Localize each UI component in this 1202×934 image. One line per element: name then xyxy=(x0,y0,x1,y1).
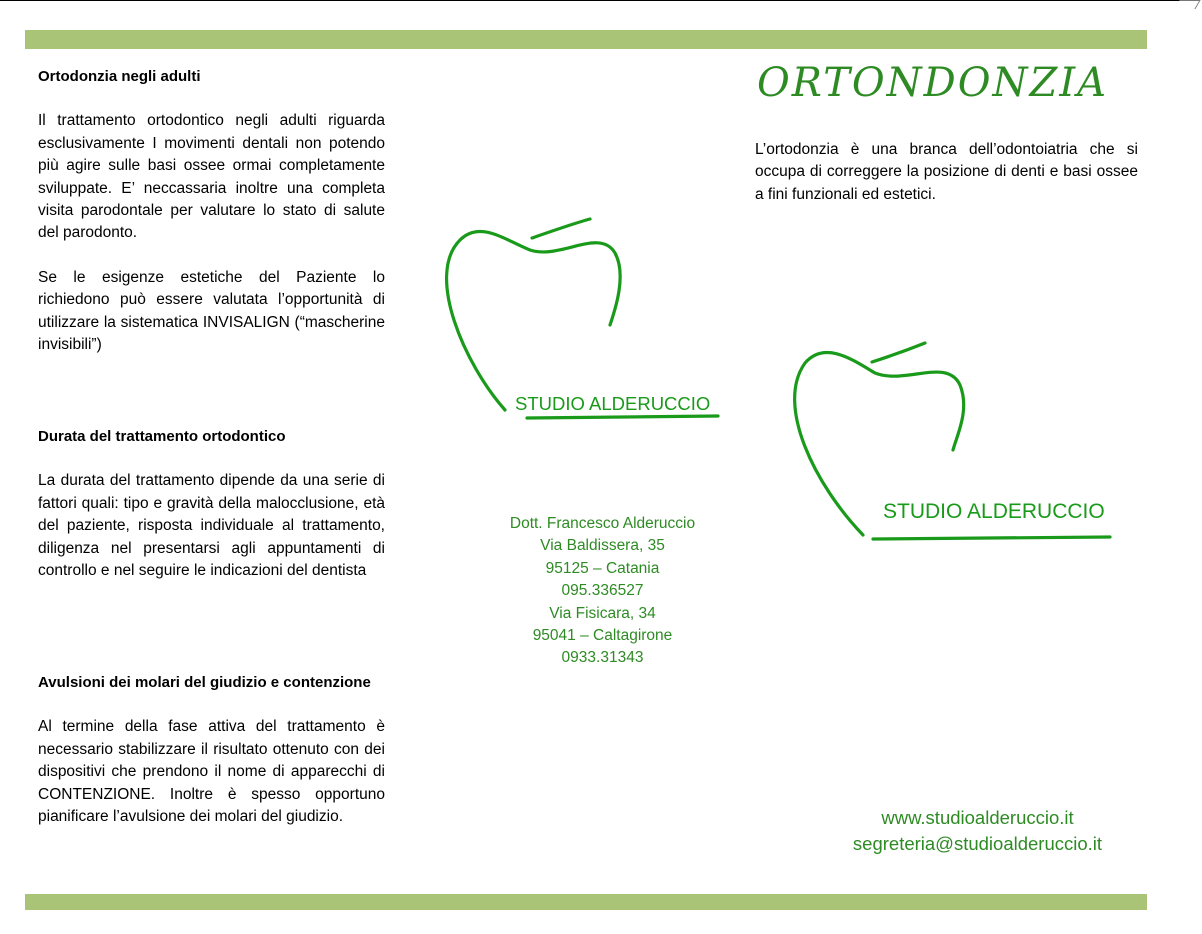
page-corner-mark xyxy=(1174,0,1200,9)
section-heading: Durata del trattamento ortodontico xyxy=(38,428,286,445)
top-green-band xyxy=(25,30,1147,49)
intro-paragraph: L’ortodonzia è una branca dell’odontoiatria che si occupa di correggere la posizione di denti e basi ossee a fini funzionali ed estetici. xyxy=(755,141,1138,203)
address-caltagirone: Via Fisicara, 34 xyxy=(549,604,656,622)
section-adult-orthodontics xyxy=(38,66,385,356)
section-heading: Avulsioni dei molari del giudizio e contenzione xyxy=(38,674,371,691)
email-link[interactable]: segreteria@studioalderuccio.it xyxy=(852,833,1103,854)
paragraph: Il trattamento ortodontico negli adulti riguarda esclusivamente I movimenti dentali non potendo più agire sulle basi ossee ormai completamente sviluppate. E’ neccassaria inoltre una completa visita parodontale per valutare lo stato di salute del parodonto. xyxy=(38,112,385,242)
section-heading: Ortodonzia negli adulti xyxy=(38,68,201,85)
brochure-title: ORTONDONZIA xyxy=(757,60,1109,106)
web-contacts xyxy=(820,805,1135,857)
bottom-green-band xyxy=(25,894,1147,910)
website-link[interactable]: www.studioalderuccio.it xyxy=(881,807,1074,828)
paragraph: La durata del trattamento dipende da una serie di fattori quali: tipo e gravità della malocclusione, età del paziente, risposta individuale al trattamento, diligenza nel presentarsi agli appuntamenti di controllo e nel seguire le indicazioni del dentista xyxy=(38,472,385,580)
logo-text: STUDIO ALDERUCCIO xyxy=(883,500,1105,523)
city-caltagirone: 95041 – Caltagirone xyxy=(532,627,673,645)
section-wisdom-teeth xyxy=(38,672,385,828)
address-catania: Via Baldissera, 35 xyxy=(540,537,665,555)
doctor-name: Dott. Francesco Alderuccio xyxy=(509,515,696,532)
city-catania: 95125 – Catania xyxy=(545,559,660,577)
logo-text: STUDIO ALDERUCCIO xyxy=(515,393,711,414)
top-border-line xyxy=(0,0,1180,1)
phone-caltagirone: 0933.31343 xyxy=(561,649,644,667)
contact-block xyxy=(470,513,735,670)
section-treatment-duration xyxy=(38,426,385,582)
paragraph: Se le esigenze estetiche del Paziente lo richiedono può essere valutata l’opportunità di utilizzare la sistematica INVISALIGN (“mascherine invisibili”) xyxy=(38,268,385,354)
paragraph: Al termine della fase attiva del trattamento è necessario stabilizzare il risultato ottenuto con dei dispositivi che prendono il nome di apparecchi di CONTENZIONE. Inoltre è spesso opportuno pianificare l’avulsione dei molari del giudizio. xyxy=(38,718,385,826)
phone-catania: 095.336527 xyxy=(561,582,644,600)
